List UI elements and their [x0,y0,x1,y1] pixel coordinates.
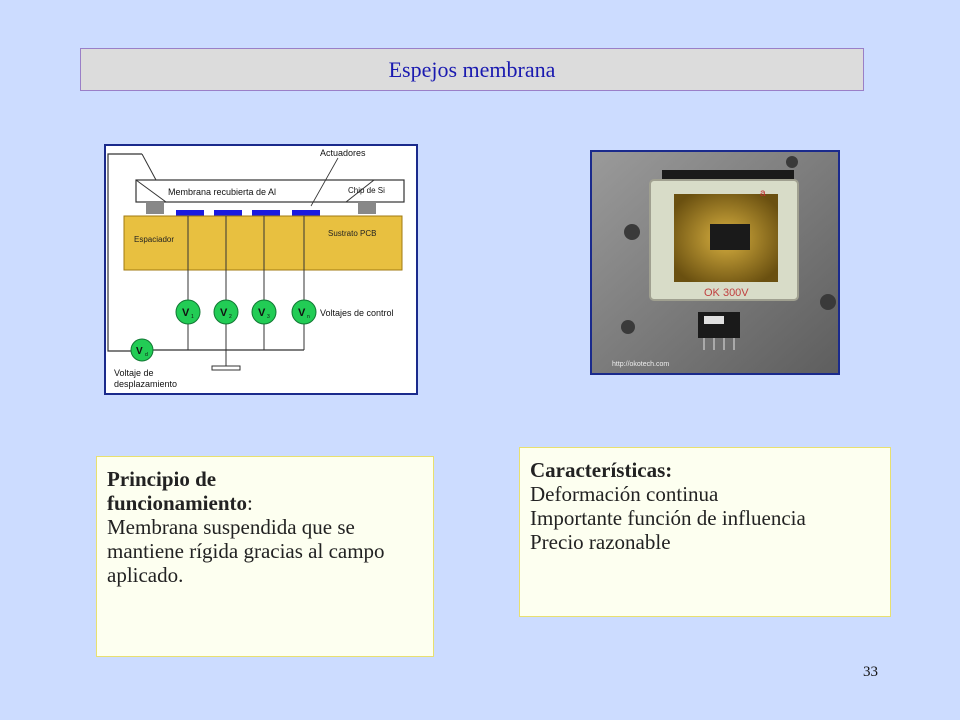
membrane-label: Membrana recubierta de Al [168,187,277,197]
meter-v1-label: V [182,307,190,319]
principle-colon: : [247,491,253,515]
substrate-label: Sustrato PCB [328,229,377,238]
actuators-label: Actuadores [320,148,366,158]
principle-heading [107,467,423,515]
features-heading: Características: [530,458,673,482]
meter-v3-sub: 3 [267,314,270,320]
spacer-right [358,202,376,214]
principle-box [96,456,434,657]
photo-svg [592,152,838,373]
features-box [519,447,891,617]
svg-text:a: a [760,188,766,199]
meter-v2-sub: 2 [229,314,232,320]
meter-v1-sub: 1 [191,314,194,320]
feature-item: Deformación continua [530,482,719,506]
meter-v2-label: V [220,307,228,319]
feature-item: Importante función de influencia [530,506,806,530]
principle-heading-line1: Principio de [107,467,217,491]
principle-heading-line2: funcionamiento [107,491,248,515]
meter-vn-sub: n [307,314,310,320]
electrode-3 [252,210,280,216]
device-photo [590,150,840,375]
control-voltages-label: Voltajes de control [320,308,394,318]
handwritten-label: OK 300V [704,287,749,299]
electrode-n [292,210,320,216]
displacement-label-1: Voltaje de [114,368,154,378]
spacer-left [146,202,164,214]
meter-vd-label: V [136,346,143,357]
ground-symbol [212,366,240,370]
slide-number: 33 [863,664,878,680]
chip-label: Chip de Si [348,186,385,195]
membrane-mirror-diagram [104,144,418,395]
small-ic [698,312,740,338]
meter-vn-label: V [298,307,306,319]
slide-title-bar [80,48,864,91]
feature-item: Precio razonable [530,530,671,554]
displacement-label-2: desplazamiento [114,379,178,389]
spacer-label: Espaciador [134,235,175,244]
principle-body: Membrana suspendida que se mantiene rígida gracias al campo aplicado. [107,515,385,587]
meter-v3-label: V [258,307,266,319]
slide-title: Espejos membrana [388,56,556,82]
photo-url: http://okotech.com [612,361,670,368]
meter-vd-sub: d [145,352,148,358]
electrode-1 [176,210,204,216]
diagram-svg [106,146,416,393]
electrode-2 [214,210,242,216]
